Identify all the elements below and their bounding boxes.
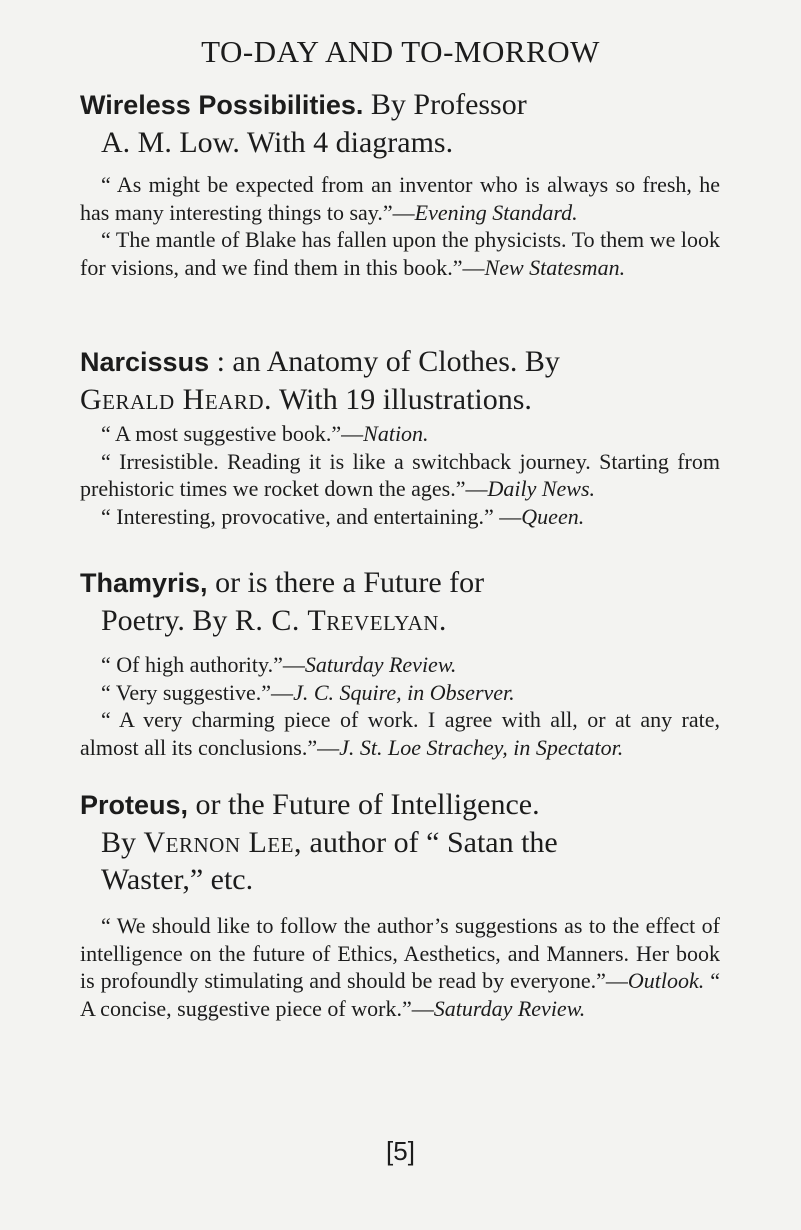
review-quote (80, 912, 720, 1022)
quote-source: Saturday Review. (433, 995, 586, 1021)
entry-title-text: author of “ Satan the (302, 826, 558, 859)
entry-title (80, 343, 720, 418)
author-name: R. C. Trevelyan. (234, 604, 447, 637)
entry-title-text: With 19 illustrations. (272, 383, 532, 416)
review-quote (80, 420, 720, 448)
quote-text: “ Interesting, provocative, and entertaining.” — (101, 503, 522, 529)
quote-text: “ We should like to follow the author’s suggestions as to the effect of intelligence on the future of Ethics, Aesthetics, and Manners. Her book is profoundly stimulating and should be read by everyone.”— (80, 913, 720, 993)
entry-title-text: Waster,” etc. (101, 863, 254, 896)
entry-title-text: or is there a Future for (207, 566, 485, 599)
quote-text: “ Irresistible. Reading it is like a switchback journey. Starting from prehistoric times we rocket down the ages.”— (80, 448, 720, 501)
quote-text: “ Very suggestive.”— (101, 679, 294, 705)
quote-source: Nation. (363, 421, 429, 446)
entry-title-lead: Thamyris, (80, 568, 208, 598)
quote-text: “ A most suggestive book.”— (101, 421, 364, 446)
quote-source: Saturday Review. (304, 652, 457, 677)
book-entry-thamyris (80, 564, 720, 761)
quote-source: Outlook. (627, 968, 705, 993)
entry-title (80, 786, 720, 898)
quote-source: Queen. (521, 503, 585, 529)
book-entry-wireless (80, 86, 720, 281)
entry-title-text: By Professor (363, 88, 527, 121)
review-quote (80, 503, 720, 531)
entry-title (80, 564, 720, 639)
entry-title-text: Poetry. By (101, 604, 235, 637)
book-entry-proteus (80, 786, 720, 1022)
entry-title-text: or the Future of Intelligence. (188, 788, 540, 821)
review-quote (80, 171, 720, 226)
review-quote (80, 679, 720, 707)
quote-source: Evening Standard. (414, 199, 578, 225)
entry-title-text: By (101, 826, 144, 859)
review-quote (80, 651, 720, 679)
quote-source: New Statesman. (484, 254, 626, 280)
entry-title-text: A. M. Low. With 4 diagrams. (101, 126, 454, 159)
page-number: [5] (386, 1136, 415, 1166)
quote-source: J. St. Loe Strachey, in Spectator. (339, 734, 624, 760)
review-quote (80, 226, 720, 281)
review-quote (80, 706, 720, 761)
entry-title (80, 86, 720, 161)
quote-text: “ As might be expected from an inventor who is always so fresh, he has many interesting things to say.”— (80, 172, 720, 225)
author-name: Vernon Lee, (143, 826, 302, 859)
entry-title-lead: Narcissus (80, 347, 210, 377)
book-entry-narcissus (80, 343, 720, 530)
entry-title-lead: Proteus, (80, 790, 189, 820)
quote-text: “ The mantle of Blake has fallen upon the physicists. To them we look for visions, and we find them in this book.”— (80, 227, 720, 280)
quote-text: “ A concise, suggestive piece of work.”— (80, 968, 721, 1021)
quote-text: “ Of high authority.”— (101, 652, 305, 677)
entry-title-lead: Wireless Possibilities. (80, 90, 364, 120)
author-name: Gerald Heard. (80, 383, 272, 416)
quote-text: “ A very charming piece of work. I agree with all, or at any rate, almost all its conclusions.”— (80, 707, 720, 760)
review-quote (80, 448, 720, 503)
running-head: TO-DAY AND TO-MORROW (201, 34, 600, 69)
quote-source: Daily News. (487, 476, 596, 501)
quote-source: J. C. Squire, in Observer. (293, 679, 515, 705)
entry-title-text: : an Anatomy of Clothes. By (209, 345, 560, 378)
